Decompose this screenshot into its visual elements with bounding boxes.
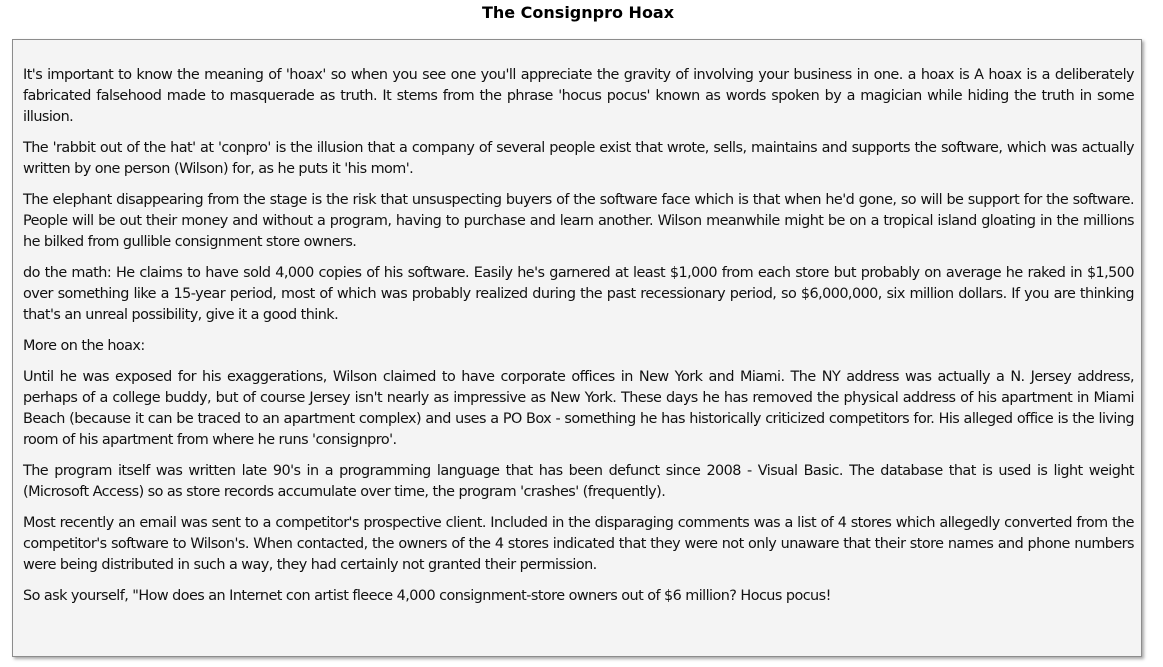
article-paragraph: Most recently an email was sent to a competitor's prospective client. Included in the disparaging comments was a list of 4 stores which allegedly converted from the competitor's software to Wilson's. When contacted, the owners of the 4 stores indicated that they were not only unaware that their store names and phone numbers were being distributed in such a way, they had certainly not granted their permission. (23, 515, 1134, 573)
article-paragraph: do the math: He claims to have sold 4,000 copies of his software. Easily he's garnered at least $1,000 from each store but probably on average he raked in $1,500 over something like a 15-year period, most of which was probably realized during the past recessionary period, so $6,000,000, six million dollars. If you are thinking that's an unreal possibility, give it a good think. (23, 265, 1134, 323)
article-body (23, 65, 1134, 617)
article-paragraph: Until he was exposed for his exaggerations, Wilson claimed to have corporate offices in New York and Miami. The NY address was actually a N. Jersey address, perhaps of a college buddy, but of course Jersey isn't nearly as impressive as New York. These days he has removed the physical address of his apartment in Miami Beach (because it can be traced to an apartment complex) and uses a PO Box - something he has historically criticized competitors for. His alleged office is the living room of his apartment from where he runs 'consignpro'. (23, 369, 1134, 448)
page-title: The Consignpro Hoax (481, 3, 675, 22)
article-subheading: More on the hoax: (23, 338, 145, 354)
article-paragraph: The program itself was written late 90's in a programming language that has been defunct since 2008 - Visual Basic. The database that is used is light weight (Microsoft Access) so as store records accumulate over time, the program 'crashes' (frequently). (23, 463, 1134, 500)
article-paragraph: The 'rabbit out of the hat' at 'conpro' is the illusion that a company of several people exist that wrote, sells, maintains and supports the software, which was actually written by one person (Wilson) for, as he puts it 'his mom'. (23, 140, 1134, 177)
article-paragraph: It's important to know the meaning of 'hoax' so when you see one you'll appreciate the gravity of involving your business in one. a hoax is A hoax is a deliberately fabricated falsehood made to masquerade as truth. It stems from the phrase 'hocus pocus' known as words spoken by a magician while hiding the truth in some illusion. (23, 67, 1134, 125)
article-paragraph: The elephant disappearing from the stage is the risk that unsuspecting buyers of the software face which is that when he'd gone, so will be support for the software. People will be out their money and without a program, having to purchase and learn another. Wilson meanwhile might be on a tropical island gloating in the millions he bilked from gullible consignment store owners. (23, 192, 1134, 250)
article-panel (12, 39, 1142, 657)
article-paragraph: So ask yourself, "How does an Internet con artist fleece 4,000 consignment-store owners out of $6 million? Hocus pocus! (23, 588, 831, 604)
